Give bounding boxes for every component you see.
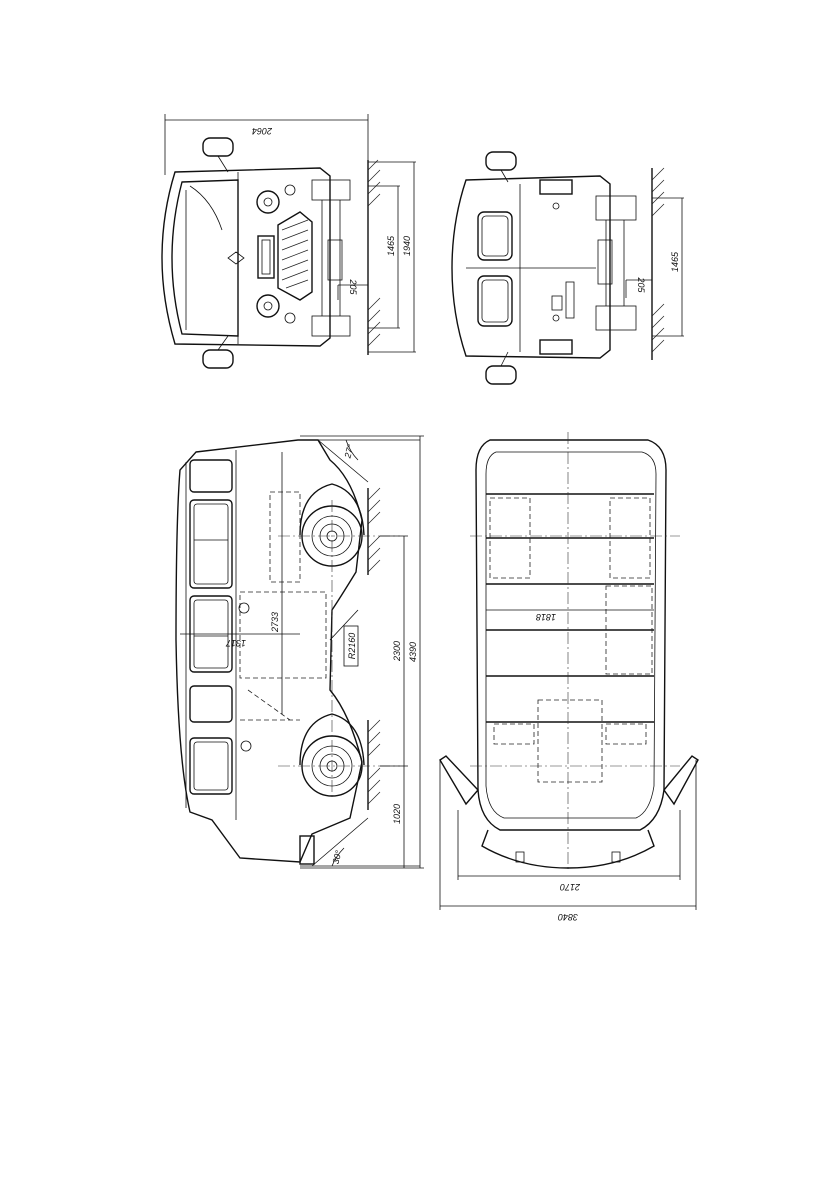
rear-overhang-label: 1020 xyxy=(392,803,402,825)
side-view xyxy=(176,436,424,868)
approach-angle-label: 27° xyxy=(342,443,356,460)
front-mirror-bottom xyxy=(203,336,233,368)
interior-length-label: 2733 xyxy=(270,611,280,633)
rear-ground-clearance-label: 205 xyxy=(636,277,646,293)
radiator-hatch xyxy=(282,220,308,288)
interior-height-label: 1317 xyxy=(225,638,247,648)
front-mirror-top xyxy=(203,138,233,172)
wheelbase-label: 2300 xyxy=(392,640,402,662)
front-height-label: 1940 xyxy=(402,235,412,257)
rear-track-label: 1465 xyxy=(670,251,680,273)
turning-radius-label: R2160 xyxy=(347,632,357,660)
front-overall-width-label: 2064 xyxy=(251,126,273,136)
front-view xyxy=(162,114,416,368)
departure-angle-label: 30° xyxy=(330,849,344,866)
top-view xyxy=(440,432,698,922)
front-track-label: 1465 xyxy=(386,235,396,257)
rear-mirror-top xyxy=(486,152,516,182)
doors-open-width-label: 3840 xyxy=(557,912,579,922)
interior-width-label: 1818 xyxy=(535,612,557,622)
overall-length-label: 4390 xyxy=(408,641,418,663)
front-ground-clearance-label: 205 xyxy=(348,279,358,295)
body-width-label: 2170 xyxy=(559,882,581,892)
rear-view xyxy=(452,152,684,384)
